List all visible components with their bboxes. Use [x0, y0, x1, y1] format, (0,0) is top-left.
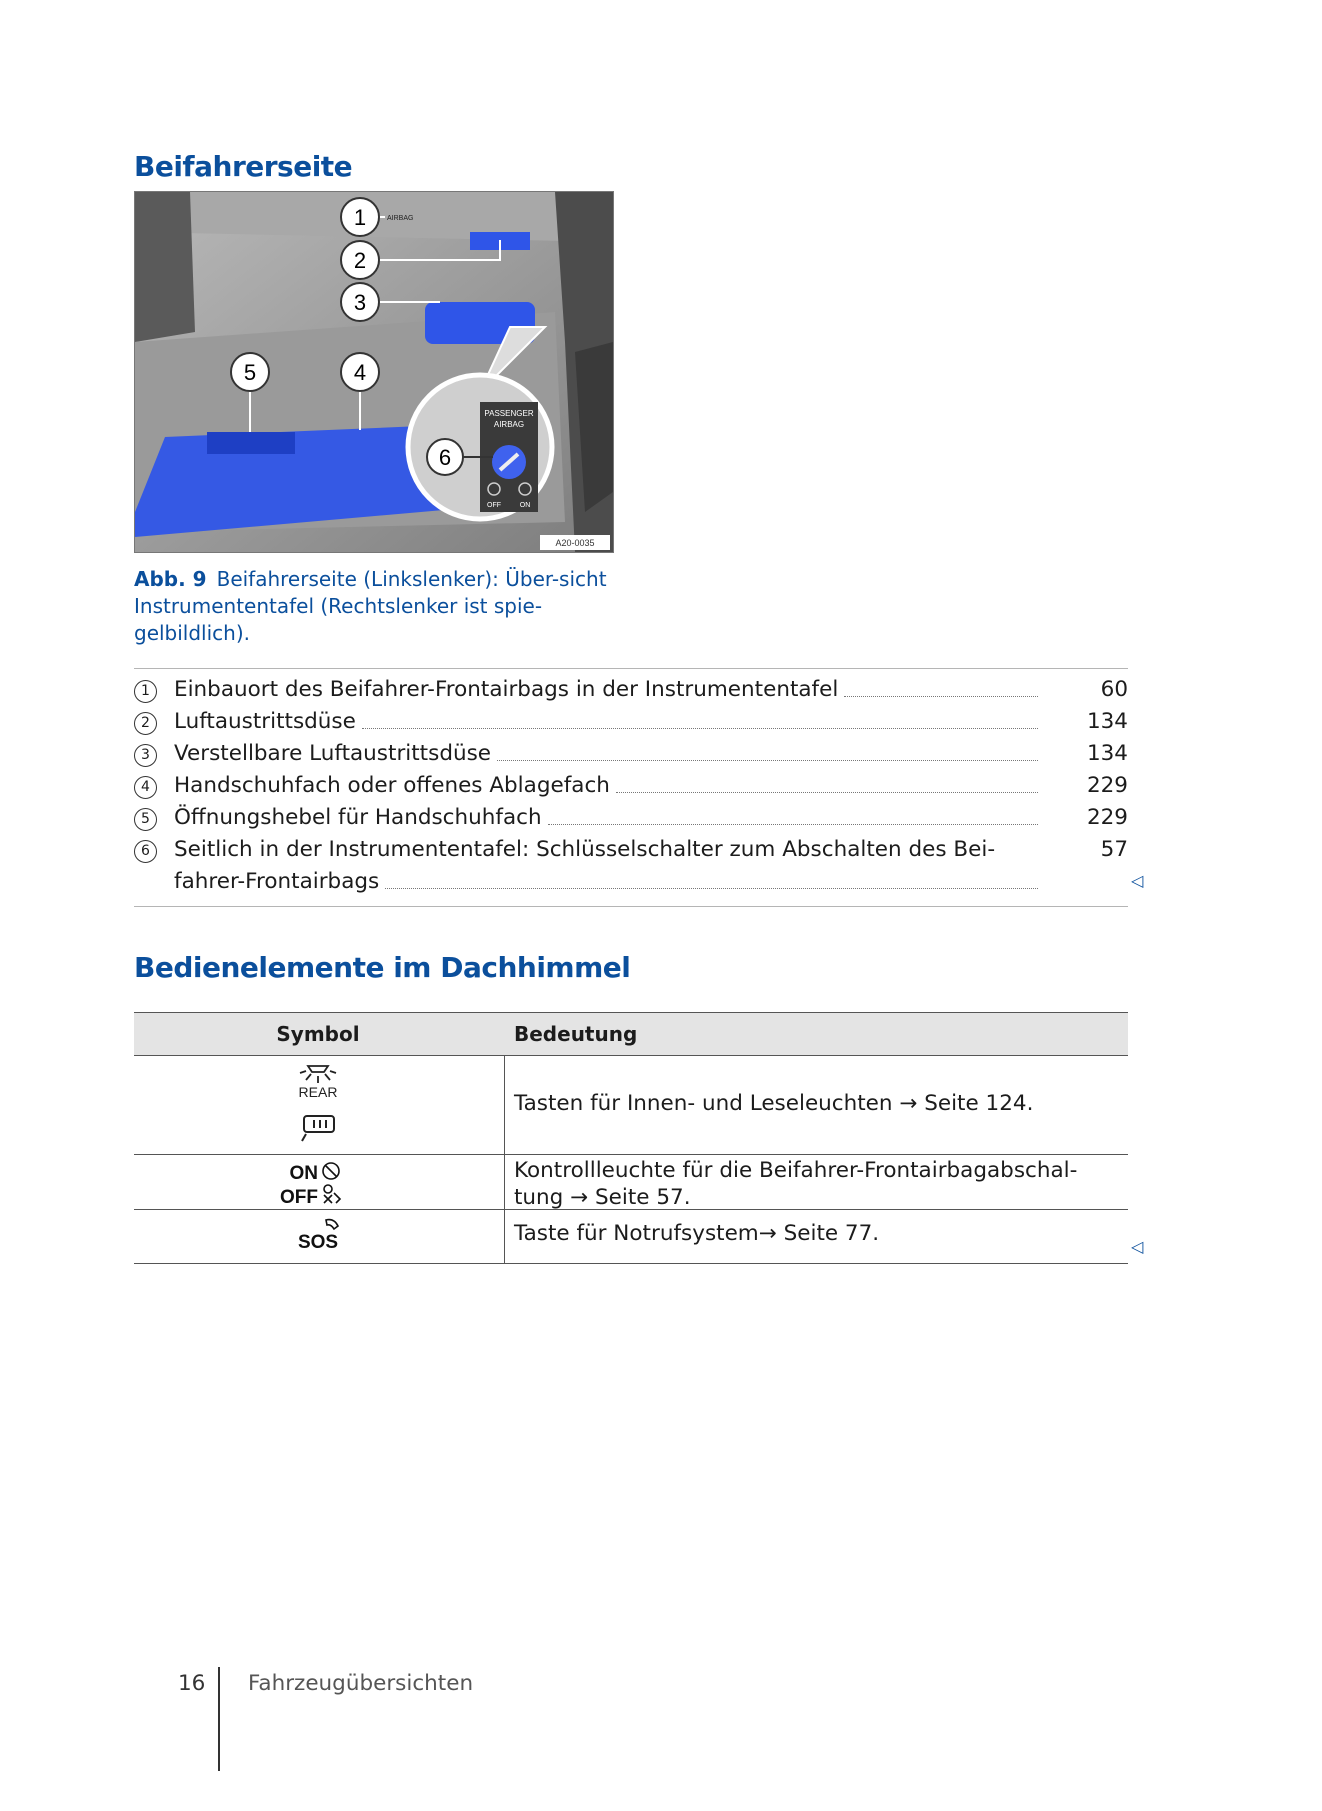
legend-page: 134 — [1086, 709, 1128, 734]
table-row — [134, 1155, 1128, 1210]
meaning-text: Taste für Notrufsystem→ Seite 77. — [514, 1221, 880, 1246]
section-end-marker-icon: ◁ — [1131, 871, 1144, 890]
svg-text:3: 3 — [353, 290, 367, 315]
svg-text:6: 6 — [438, 445, 452, 470]
passenger-side-illustration — [135, 192, 613, 552]
legend-text: Verstellbare Luftaustrittsdüse — [174, 741, 492, 766]
header-meaning: Bedeutung — [514, 1022, 638, 1046]
airbag-on-icon — [323, 1163, 339, 1179]
table-header — [134, 1012, 1128, 1056]
table-row — [134, 1056, 1128, 1155]
legend-item — [134, 706, 1128, 738]
legend-text: Luftaustrittsdüse — [174, 709, 356, 734]
legend-page: 229 — [1086, 773, 1128, 798]
sos-label: SOS — [297, 1232, 339, 1253]
legend-list — [134, 668, 1128, 907]
legend-item — [134, 674, 1128, 706]
page-number: 16 — [178, 1671, 206, 1696]
footer-divider — [218, 1667, 220, 1771]
callout-3 — [341, 283, 379, 321]
chapter-title: Fahrzeugübersichten — [248, 1671, 474, 1696]
svg-text:OFF: OFF — [487, 502, 501, 509]
caption-label: Abb. 9 — [134, 567, 207, 591]
legend-number: 1 — [134, 680, 157, 703]
svg-text:AIRBAG: AIRBAG — [493, 420, 525, 429]
caption-text: Beifahrerseite (Linkslenker): Über-sicht Instrumententafel (Rechtslenker ist spie-gelbildlich). — [134, 567, 607, 645]
meaning-text: Kontrollleuchte für die Beifahrer-Frontairbagabschal-tung → Seite 57. — [514, 1158, 1078, 1210]
dash-airbag-label: AIRBAG — [387, 215, 414, 222]
legend-text: Öffnungshebel für Handschuhfach — [174, 805, 542, 830]
airbag-off-icon — [324, 1185, 340, 1203]
legend-page: 60 — [1100, 677, 1128, 702]
off-label: OFF — [280, 1187, 318, 1208]
legend-text-line1: Seitlich in der Instrumententafel: Schlüsselschalter zum Abschalten des Bei- — [174, 837, 996, 862]
legend-page: 229 — [1086, 805, 1128, 830]
callout-6 — [427, 439, 463, 475]
legend-text: Einbauort des Beifahrer-Frontairbags in der Instrumententafel — [174, 677, 839, 702]
reading-light-icon — [300, 1066, 336, 1083]
figure-caption — [134, 566, 624, 647]
legend-page: 134 — [1086, 741, 1128, 766]
svg-text:2: 2 — [353, 248, 367, 273]
section-title-beifahrerseite: Beifahrerseite — [134, 150, 353, 183]
legend-item — [134, 834, 1128, 898]
svg-text:1: 1 — [353, 205, 367, 230]
callout-2 — [341, 241, 379, 279]
glove-box-lever — [207, 432, 295, 454]
callout-4 — [341, 353, 379, 391]
legend-text: Handschuhfach oder offenes Ablagefach — [174, 773, 610, 798]
callout-1 — [341, 198, 379, 236]
figure-passenger-side — [134, 191, 614, 553]
legend-number: 4 — [134, 776, 157, 799]
table-row — [134, 1210, 1128, 1264]
section-title-dachhimmel: Bedienelemente im Dachhimmel — [134, 951, 631, 984]
header-symbol: Symbol — [276, 1022, 360, 1046]
on-label: ON — [289, 1163, 318, 1184]
legend-number: 6 — [134, 840, 157, 863]
legend-item — [134, 738, 1128, 770]
sos-symbol — [134, 1210, 504, 1263]
legend-item — [134, 770, 1128, 802]
dome-light-icon — [302, 1116, 334, 1141]
callout-5 — [231, 353, 269, 391]
meaning-text: Tasten für Innen- und Leseleuchten → Seite 124. — [514, 1091, 1034, 1116]
legend-number: 5 — [134, 808, 157, 831]
legend-number: 3 — [134, 744, 157, 767]
section-end-marker-icon: ◁ — [1131, 1237, 1144, 1256]
symbol-table — [134, 1012, 1128, 1264]
airbag-indicator-symbols — [134, 1155, 504, 1209]
svg-text:4: 4 — [353, 360, 367, 385]
rear-label: REAR — [298, 1084, 338, 1100]
svg-text:ON: ON — [519, 502, 531, 509]
svg-text:PASSENGER: PASSENGER — [484, 409, 534, 418]
figure-code: A20-0035 — [555, 538, 595, 548]
interior-light-symbols — [134, 1056, 504, 1154]
symbol-cell — [134, 1210, 505, 1263]
symbol-cell — [134, 1155, 505, 1209]
legend-number: 2 — [134, 712, 157, 735]
phone-handset-icon — [326, 1220, 338, 1229]
legend-item — [134, 802, 1128, 834]
legend-page: 57 — [1100, 837, 1128, 862]
legend-text-line2: fahrer-Frontairbags — [174, 869, 380, 894]
symbol-cell — [134, 1056, 505, 1154]
svg-text:5: 5 — [243, 360, 257, 385]
